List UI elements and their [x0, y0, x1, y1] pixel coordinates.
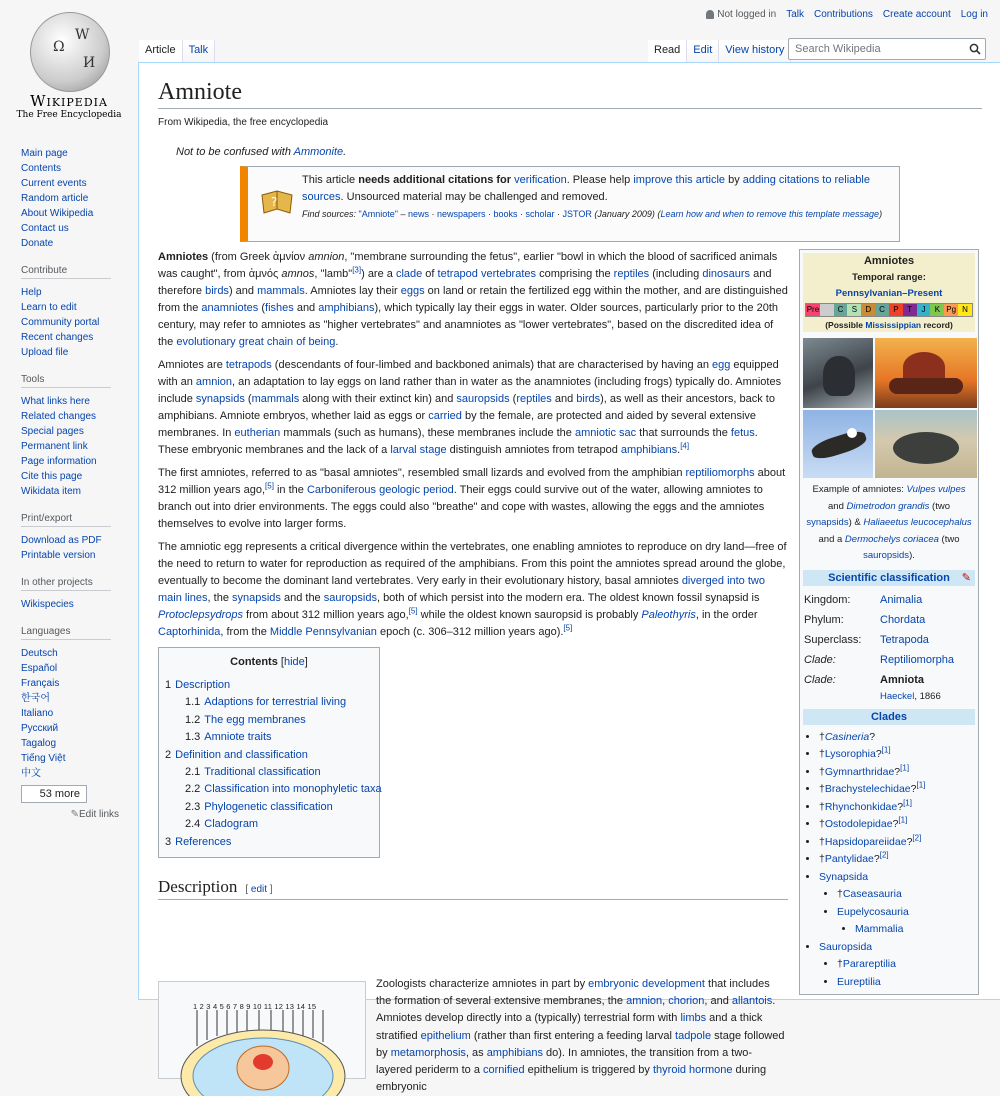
- classification-row: Superclass: Tetrapoda: [804, 633, 929, 646]
- photo-caption: Example of amniotes: Vulpes vulpes and Dimetrodon grandis (two synapsids) & Haliaeetus leucocephalus and a Dermochelys coriacea (two sauropsids).: [806, 484, 972, 561]
- sidebar-item-page-information[interactable]: Page information: [21, 456, 97, 467]
- toc-title: Contents [hide]: [230, 656, 308, 668]
- list-item: • Mammalia: [855, 921, 975, 939]
- verification-link[interactable]: verification: [514, 174, 567, 186]
- sidebar-item-contents[interactable]: Contents: [21, 163, 62, 174]
- sauropsids-link[interactable]: sauropsids: [863, 550, 910, 561]
- search-icon[interactable]: [969, 43, 981, 55]
- sidebar: [21, 146, 131, 820]
- dermochelys-link[interactable]: Dermochelys coriacea: [844, 533, 939, 545]
- wikipedia-logo[interactable]: [0, 0, 138, 140]
- talk-link[interactable]: Talk: [786, 9, 804, 20]
- timeline-period[interactable]: J: [917, 304, 931, 316]
- lang-italiano[interactable]: Italiano: [21, 708, 54, 719]
- sidebar-item-cite[interactable]: Cite this page: [21, 471, 83, 482]
- lang-deutsch[interactable]: Deutsch: [21, 648, 58, 659]
- toc-item[interactable]: 2.1 Traditional classification: [185, 766, 321, 779]
- lang-espanol[interactable]: Español: [21, 663, 58, 674]
- list-item: • †Lysorophia?[1]: [819, 746, 975, 764]
- sidebar-item-contact[interactable]: Contact us: [21, 223, 69, 234]
- contribute-heading: Contribute: [21, 265, 111, 279]
- turtle-photo[interactable]: [875, 410, 977, 478]
- timeline-period[interactable]: S: [847, 304, 861, 316]
- contributions-link[interactable]: Contributions: [814, 9, 873, 20]
- geologic-timeline[interactable]: [805, 303, 973, 317]
- sidebar-item-download-pdf[interactable]: Download as PDF: [21, 535, 102, 546]
- list-item: • Sauropsida • †Parareptilia • Eureptilia: [819, 939, 975, 992]
- list-item: • †Brachystelechidae?[1]: [819, 781, 975, 799]
- intro-paragraph-2: Amniotes are tetrapods (descendants of four-limbed and backboned animals) that are characterised by having an egg equipped with an amnion, an adaptation to lay eggs on land rather than in water as the anamniotes (including frogs) typically do. Amniotes include synapsids (mammals along with their extinct kin) and sauropsids (reptiles and birds), as well as their ancestors, back to amphibians. Amniote embryos, whether laid as eggs or carried by the female, are protected and aided by several extensive membranes. In eutherian mammals (such as humans), these membranes include the amniotic sac that surrounds the fetus. These embryonic membranes and the lack of a larval stage distinguish amniotes from tetrapod amphibians.[4]: [158, 359, 782, 456]
- sidebar-nav: [21, 146, 131, 251]
- classification-row: Phylum: Chordata: [804, 613, 926, 626]
- list-item: • Eureptilia: [837, 974, 975, 992]
- more-languages-button[interactable]: 53 more: [21, 785, 87, 803]
- intro-paragraph-1: Amniotes (from Greek ἀμνίον amnion, "membrane surrounding the fetus", earlier "bowl in which the blood of sacrificed animals was caught", from ἀμνός amnos, "lamb"[3]) are a clade of tetrapod vertebrates comprising the reptiles (including dinosaurs and therefore birds) and mammals. Amniotes lay their eggs on land or retain the fertilized egg within the mother, and are distinguished from the anamniotes (fishes and amphibians), which typically lay their eggs in water. Older sources, particularly prior to the 20th century, may refer to amniotes as "higher vertebrates" and anamniotes as "lower vertebrates", based on the discredited idea of the evolutionary great chain of being.: [158, 251, 788, 348]
- timeline-period[interactable]: D: [861, 304, 875, 316]
- list-item: • †Parareptilia: [837, 956, 975, 974]
- sidebar-item-special-pages[interactable]: Special pages: [21, 426, 84, 437]
- list-item: • †Caseasauria: [837, 886, 975, 904]
- clades-header: Clades: [803, 709, 975, 725]
- puzzle-globe-icon: Ω W И: [30, 12, 110, 92]
- citation-notice: ? This article needs additional citations for verification. Please help improve this article by adding citations to reliable sources. Unsourced material may be challenged and removed. Find sources: "Amniote" – news · newspapers · books · scholar · JSTOR (January 2009) (Learn how and when to remove this template message): [240, 166, 900, 242]
- timeline-period[interactable]: K: [930, 304, 944, 316]
- improve-link[interactable]: improve this article: [633, 174, 726, 186]
- list-item: • †Rhynchonkidae?[1]: [819, 799, 975, 817]
- dimetrodon-link[interactable]: Dimetrodon grandis: [846, 500, 930, 512]
- haliaeetus-link[interactable]: Haliaeetus leucocephalus: [863, 517, 972, 528]
- contribute-list: [21, 285, 131, 360]
- tab-edit[interactable]: Edit: [687, 40, 719, 62]
- intro-paragraph-4: The amniotic egg represents a critical divergence within the vertebrates, one enabling amniotes to reproduce on dry land—free of the need to return to water for reproduction as required of the amphibians. From this point the amniotes spread around the globe, eventually to become the dominant land vertebrates. Very early in their evolutionary history, basal amniotes diverged into two main lines, the synapsids and the sauropsids, both of which persist into the modern era. The oldest known fossil synapsid is Protoclepsydrops from about 312 million years ago,[5] while the oldest known sauropsid is probably Paleothyris, in the order Captorhinida, from the Middle Pennsylvanian epoch (c. 306–312 million years ago).[5]: [158, 541, 787, 638]
- classification-row: Clade: Reptiliomorpha: [804, 653, 954, 666]
- hatnote: Not to be confused with Ammonite.: [176, 146, 347, 158]
- edit-links-link[interactable]: ✎Edit links: [70, 809, 119, 820]
- not-logged-in: Not logged in: [706, 9, 776, 20]
- sidebar-item-help[interactable]: Help: [21, 287, 42, 298]
- amniotic-egg-diagram[interactable]: 1 2 3 4 5 6 7 8 9 10 11 12 13 14 15: [158, 981, 366, 1079]
- sidebar-item-donate[interactable]: Donate: [21, 238, 54, 249]
- sidebar-item-current-events[interactable]: Current events: [21, 178, 87, 189]
- list-item: • †Hapsidopareiidae?[2]: [819, 834, 975, 852]
- timeline-period[interactable]: Pre: [806, 305, 820, 314]
- toc-hide-toggle[interactable]: hide: [283, 656, 305, 668]
- toc-item[interactable]: 1.2 The egg membranes: [185, 713, 306, 726]
- find-newspapers-link[interactable]: newspapers: [436, 209, 486, 219]
- page-title: Amniote: [158, 79, 982, 109]
- toc-item[interactable]: 1.3 Amniote traits: [185, 731, 272, 744]
- pennsylvanian-present-link[interactable]: Pennsylvanian–Present: [835, 288, 943, 299]
- classification-row: Kingdom: Animalia: [804, 593, 923, 606]
- table-of-contents: [158, 647, 380, 858]
- other-projects-list: [21, 597, 131, 612]
- egg-illustration: [159, 1006, 367, 1086]
- timeline-period[interactable]: C: [875, 304, 889, 316]
- find-amniote-link[interactable]: "Amniote": [358, 209, 398, 219]
- question-book-icon: [260, 187, 294, 217]
- timeline-period[interactable]: N: [958, 304, 972, 316]
- dimetrodon-photo[interactable]: [875, 338, 977, 408]
- mississippian-link[interactable]: Mississippian: [865, 320, 922, 330]
- sidebar-item-main-page[interactable]: Main page: [21, 148, 68, 159]
- toc-item[interactable]: 2.4 Cladogram: [185, 818, 259, 831]
- sidebar-item-what-links-here[interactable]: What links here: [21, 396, 90, 407]
- languages-list: [21, 646, 131, 781]
- sidebar-item-learn-to-edit[interactable]: Learn to edit: [21, 302, 77, 313]
- infobox-title: Amniotes: [863, 255, 915, 267]
- timeline-period[interactable]: T: [903, 304, 917, 316]
- tab-view-history[interactable]: View history: [719, 40, 791, 62]
- sidebar-item-related-changes[interactable]: Related changes: [21, 411, 97, 422]
- personal-tools: [706, 9, 988, 20]
- tools-list: [21, 394, 131, 499]
- sidebar-item-wikidata[interactable]: Wikidata item: [21, 486, 82, 497]
- tab-read[interactable]: Read: [648, 40, 687, 62]
- print-heading: Print/export: [21, 513, 111, 527]
- wordmark: Wikipedia: [30, 92, 108, 110]
- intro-paragraph-3: The first amniotes, referred to as "basal amniotes", resembled small lizards and evolved from the amphibian reptiliomorphs about 312 million years ago,[5] in the Carboniferous geologic period. Their eggs could survive out of the water, allowing amniotes to branch out into drier environments. The eggs could also "breathe" and cope with wastes, allowing the eggs and the amniotes themselves to evolve into larger forms.: [158, 467, 786, 530]
- tab-article[interactable]: Article: [139, 40, 183, 62]
- ammonite-link[interactable]: Ammonite: [293, 146, 344, 158]
- list-item: • †Ostodolepidae?[1]: [819, 816, 975, 834]
- classification-table: [803, 586, 975, 690]
- edit-pencil-icon[interactable]: ✎: [961, 571, 971, 584]
- toc-item[interactable]: 1 Description: [165, 679, 231, 691]
- sidebar-item-upload-file[interactable]: Upload file: [21, 347, 69, 358]
- list-item: • †Gymnarthridae?[1]: [819, 764, 975, 782]
- user-icon: [706, 10, 714, 19]
- eagle-photo[interactable]: [803, 410, 873, 478]
- sidebar-item-community-portal[interactable]: Community portal: [21, 317, 100, 328]
- classification-row: Clade: Amniota: [804, 673, 924, 686]
- find-scholar-link[interactable]: scholar: [525, 209, 555, 219]
- haeckel-link[interactable]: Haeckel: [880, 690, 915, 702]
- sidebar-item-random-article[interactable]: Random article: [21, 193, 89, 204]
- site-subtitle: From Wikipedia, the free encyclopedia: [158, 117, 329, 128]
- list-item: • †Pantylidae?[2]: [819, 851, 975, 869]
- example-photos: [803, 338, 975, 478]
- tab-talk[interactable]: Talk: [183, 40, 216, 62]
- toc-item[interactable]: 2.3 Phylogenetic classification: [185, 800, 333, 813]
- toc-item[interactable]: 3 References: [165, 835, 232, 848]
- print-list: [21, 533, 131, 563]
- tools-heading: Tools: [21, 374, 111, 388]
- fox-photo[interactable]: [803, 338, 873, 408]
- scientific-classification-header: Scientific classification ✎: [803, 570, 975, 586]
- find-jstor-link[interactable]: JSTOR: [562, 209, 592, 219]
- lang-tagalog[interactable]: Tagalog: [21, 738, 57, 749]
- view-tabs: [648, 40, 791, 62]
- timeline-period[interactable]: P: [889, 304, 903, 316]
- description-paragraph: Zoologists characterize amniotes in part by embryonic development that includes the formation of several extensive membranes, the amnion, chorion, and allantois. Amniotes develop directly into a (typically) terrestrial form with limbs and a thick stratified epithelium (rather than first entering a feeding larval tadpole stage followed by metamorphosis, as amphibians do). In amniotes, the transition from a two-layered periderm to a cornified epithelium is triggered by thyroid hormone during embryonic: [376, 978, 785, 1094]
- other-projects-heading: In other projects: [21, 577, 111, 591]
- synapsids-link[interactable]: synapsids: [806, 517, 849, 528]
- infobox-header: Amniotes Temporal range: Pennsylvanian–Present Pre C S D C P T J K Pg N (Possible Mississippian record): [803, 253, 975, 332]
- lang-vietnamese[interactable]: Tiếng Việt: [21, 753, 66, 764]
- tagline: The Free Encyclopedia: [16, 110, 122, 120]
- list-item: • Eupelycosauria • Mammalia: [837, 904, 975, 939]
- lang-francais[interactable]: Français: [21, 678, 60, 689]
- timeline-period[interactable]: C: [834, 304, 848, 316]
- adding-citations-link[interactable]: adding citations to reliable sources: [302, 174, 870, 203]
- timeline-period[interactable]: [820, 304, 834, 316]
- toc-item[interactable]: 2.2 Classification into monophyletic taxa: [185, 783, 382, 796]
- lang-chinese[interactable]: 中文: [21, 768, 41, 779]
- taxobox: Amniotes Temporal range: Pennsylvanian–Present Pre C S D C P T J K Pg N (Possible Mississippian record) Example of amniotes: Vulpes vulpes and Dimetrodon grandis (two synapsids) & Haliaeetus leucocephalus and a Dermochelys coriacea (two sauropsids). Scientific classification ✎ Kingdom: Animalia Phylum: Chordata Superclass: Tetrapoda Clade: Reptiliomorpha Clade: Amniota Haeckel, 1866 Clades • †Casineria? • †Lysorophia?[1] • †Gymnarthridae?[1] • †Brachystelechidae?[1] • †Rhynchonkidae?[1] • †Ostodolepidae?[1] • †Hapsidopareiidae?[2] • †Pantylidae?[2] • Synapsida • †Caseasauria • Eupelycosauria • Mammalia • Sauropsida • †Parareptilia • Eureptilia: [799, 249, 979, 995]
- list-item: • Synapsida • †Caseasauria • Eupelycosauria • Mammalia: [819, 869, 975, 939]
- content: [138, 62, 1000, 1094]
- create-account-link[interactable]: Create account: [882, 9, 951, 20]
- section-heading-description: Description [ edit ]: [158, 878, 788, 900]
- section-edit-link[interactable]: edit: [250, 884, 268, 896]
- lang-korean[interactable]: 한국어: [21, 693, 50, 704]
- sidebar-item-about[interactable]: About Wikipedia: [21, 208, 94, 219]
- lang-russian[interactable]: Русский: [21, 723, 59, 734]
- namespace-tabs: [139, 40, 215, 62]
- article-body: [158, 249, 788, 1094]
- list-item: • †Casineria?: [819, 729, 975, 747]
- find-news-link[interactable]: news: [407, 209, 429, 219]
- languages-heading: Languages: [21, 626, 111, 640]
- vulpes-link[interactable]: Vulpes vulpes: [906, 484, 966, 495]
- sidebar-item-permanent-link[interactable]: Permanent link: [21, 441, 88, 452]
- learn-remove-link[interactable]: Learn how and when to remove this template message: [660, 209, 880, 219]
- timeline-period[interactable]: Pg: [944, 304, 958, 316]
- sidebar-item-printable[interactable]: Printable version: [21, 550, 96, 561]
- sidebar-item-wikispecies[interactable]: Wikispecies: [21, 599, 74, 610]
- login-link[interactable]: Log in: [960, 9, 988, 20]
- toc-item[interactable]: 1.1 Adaptions for terrestrial living: [185, 696, 347, 709]
- clades-list: [803, 729, 975, 992]
- search-input[interactable]: Search Wikipedia: [788, 38, 986, 60]
- find-books-link[interactable]: books: [493, 209, 518, 219]
- svg-text:?: ?: [271, 195, 278, 209]
- toc-item[interactable]: 2 Definition and classification: [165, 748, 308, 761]
- pencil-icon: ✎: [70, 809, 79, 820]
- sidebar-item-recent-changes[interactable]: Recent changes: [21, 332, 94, 343]
